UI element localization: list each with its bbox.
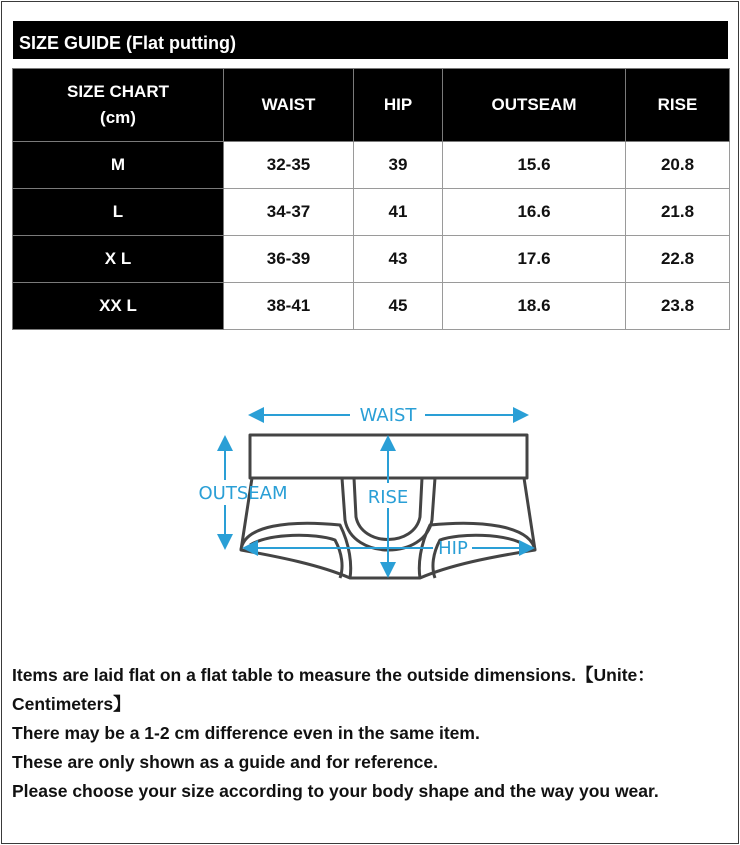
size-cell: L	[13, 189, 224, 236]
table-header-row	[13, 69, 730, 142]
size-cell: X L	[13, 236, 224, 283]
waist-label: WAIST	[359, 405, 417, 426]
note-line-2: There may be a 1-2 cm difference even in the same item.	[12, 723, 480, 743]
outseam-cell: 16.6	[443, 189, 626, 236]
header-waist: WAIST	[224, 69, 354, 142]
hip-cell: 45	[354, 283, 443, 330]
size-cell: M	[13, 142, 224, 189]
hip-label: HIP	[438, 538, 468, 559]
header-size-chart-label: SIZE CHART	[67, 82, 169, 101]
measurement-diagram	[190, 395, 550, 595]
header-rise: RISE	[626, 69, 730, 142]
size-cell: XX L	[13, 283, 224, 330]
size-guide-title: SIZE GUIDE (Flat putting)	[13, 21, 728, 59]
waist-cell: 32-35	[224, 142, 354, 189]
header-outseam: OUTSEAM	[443, 69, 626, 142]
rise-cell: 21.8	[626, 189, 730, 236]
outseam-label: OUTSEAM	[198, 483, 288, 504]
rise-cell: 23.8	[626, 283, 730, 330]
outseam-cell: 18.6	[443, 283, 626, 330]
header-size-chart	[13, 69, 224, 142]
note-line-3: These are only shown as a guide and for reference.	[12, 752, 438, 772]
waist-cell: 38-41	[224, 283, 354, 330]
left-leg-seam	[250, 535, 342, 578]
table-row	[13, 189, 730, 236]
measurement-notes	[12, 661, 730, 806]
outseam-cell: 15.6	[443, 142, 626, 189]
table-row	[13, 142, 730, 189]
note-line-1: Items are laid flat on a flat table to measure the outside dimensions.【Unite：Centimeters】	[12, 665, 655, 714]
hip-cell: 41	[354, 189, 443, 236]
waist-cell: 34-37	[224, 189, 354, 236]
rise-cell: 22.8	[626, 236, 730, 283]
left-leg-opening	[241, 523, 351, 578]
waist-cell: 36-39	[224, 236, 354, 283]
rise-cell: 20.8	[626, 142, 730, 189]
table-row	[13, 283, 730, 330]
outseam-cell: 17.6	[443, 236, 626, 283]
size-chart-table	[12, 68, 730, 330]
table-row	[13, 236, 730, 283]
hip-cell: 39	[354, 142, 443, 189]
rise-label: RISE	[367, 487, 409, 508]
note-line-4: Please choose your size according to your body shape and the way you wear.	[12, 781, 659, 801]
header-unit-label: (cm)	[100, 108, 136, 127]
hip-cell: 43	[354, 236, 443, 283]
header-hip: HIP	[354, 69, 443, 142]
